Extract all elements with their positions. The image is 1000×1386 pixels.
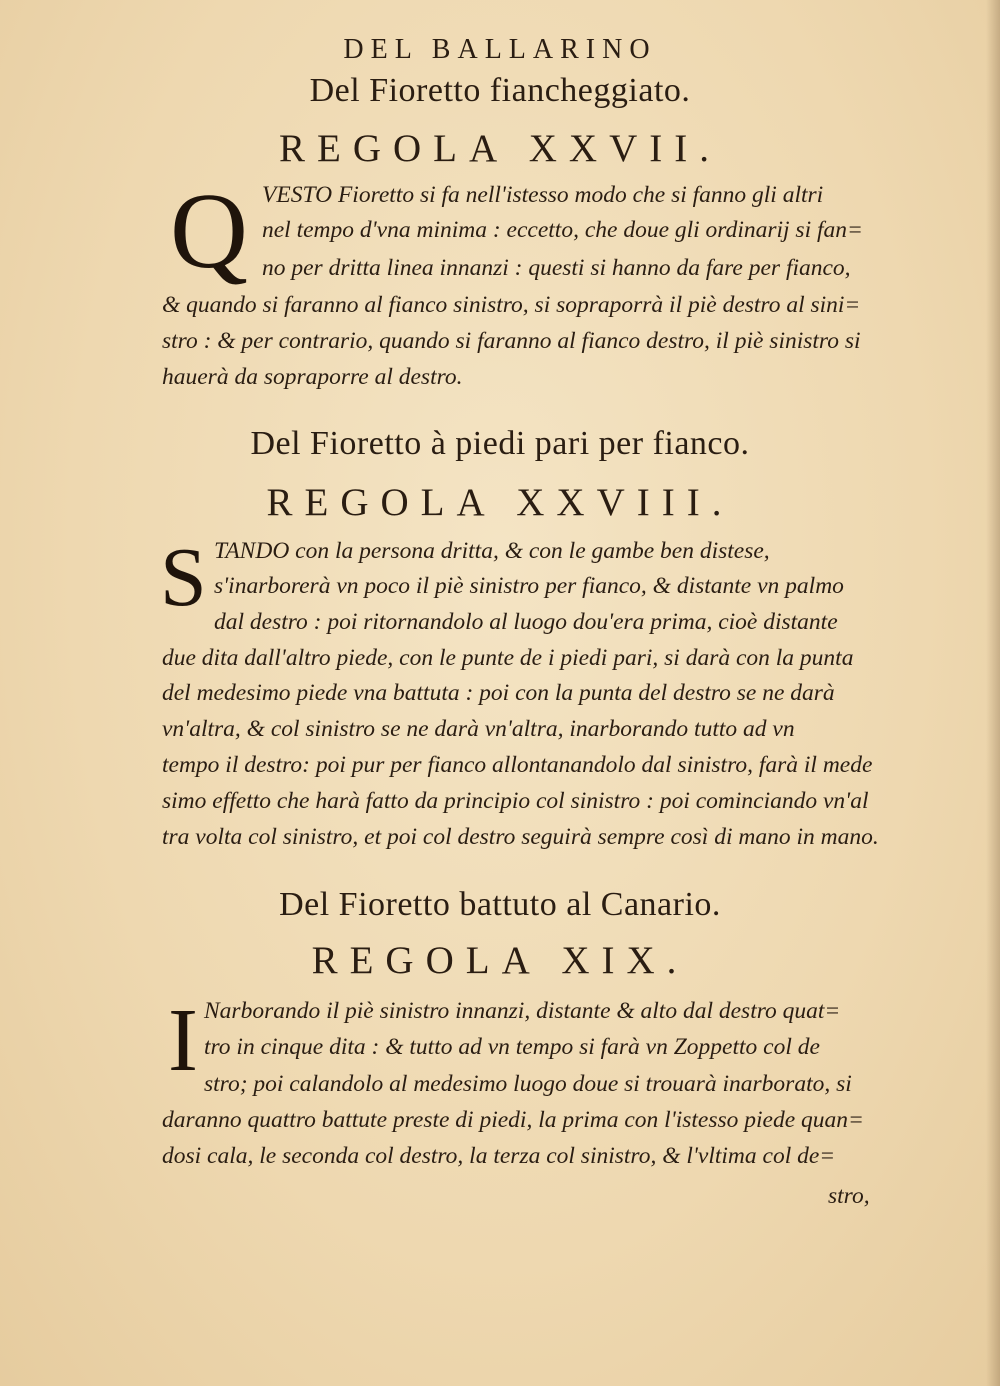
section-title: Del Fioretto à piedi pari per fianco. <box>250 425 750 462</box>
text-line: tempo il destro: poi pur per fianco allontanandolo dal sinistro, farà il mede <box>162 752 873 778</box>
rule-heading: REGOLA XXVII. <box>279 127 721 170</box>
running-head: DEL BALLARINO <box>343 34 657 65</box>
rule-heading: REGOLA XIX. <box>311 939 689 982</box>
text-line: due dita dall'altro piede, con le punte de i piedi pari, si darà con la punta <box>162 645 854 671</box>
text-line: Narborando il piè sinistro innanzi, distante & alto dal destro quat= <box>204 998 841 1024</box>
section-title: Del Fioretto battuto al Canario. <box>279 886 721 923</box>
text-line: hauerà da sopraporre al destro. <box>162 364 463 390</box>
drop-cap: S <box>160 531 207 624</box>
catchword: stro, <box>828 1183 870 1209</box>
drop-cap: I <box>168 991 198 1090</box>
text-line: daranno quattro battute preste di piedi, la prima con l'istesso piede quan= <box>162 1107 864 1133</box>
text-line: tra volta col sinistro, et poi col destro seguirà sempre così di mano in mano. <box>162 824 879 850</box>
text-line: vn'altra, & col sinistro se ne darà vn'altra, inarborando tutto ad vn <box>162 716 795 742</box>
text-line: dal destro : poi ritornandolo al luogo dou'era prima, cioè distante <box>214 609 838 635</box>
rule-heading: REGOLA XXVIII. <box>266 481 734 524</box>
text-line: nel tempo d'vna minima : eccetto, che doue gli ordinarij si fan= <box>262 217 863 243</box>
section-title: Del Fioretto fiancheggiato. <box>309 72 691 109</box>
text-line: VESTO Fioretto si fa nell'istesso modo che si fanno gli altri <box>262 182 824 208</box>
text-line: no per dritta linea innanzi : questi si hanno da fare per fianco, <box>262 255 851 281</box>
text-line: stro; poi calandolo al medesimo luogo doue si trouarà inarborato, si <box>204 1071 852 1097</box>
text-line: & quando si faranno al fianco sinistro, si sopraporrà il piè destro al sini= <box>162 292 861 318</box>
text-line: del medesimo piede vna battuta : poi con la punta del destro se ne darà <box>162 680 835 706</box>
text-line: simo effetto che harà fatto da principio col sinistro : poi cominciando vn'al <box>162 788 869 814</box>
text-line: dosi cala, le seconda col destro, la terza col sinistro, & l'vltima col de= <box>162 1143 836 1169</box>
text-line: stro : & per contrario, quando si faranno al fianco destro, il piè sinistro si <box>162 328 861 354</box>
text-line: tro in cinque dita : & tutto ad vn tempo si farà vn Zoppetto col de <box>204 1034 820 1060</box>
text-line: TANDO con la persona dritta, & con le gambe ben distese, <box>214 538 770 564</box>
text-line: s'inarborerà vn poco il piè sinistro per fianco, & distante vn palmo <box>214 573 844 599</box>
drop-cap: Q <box>170 172 248 291</box>
